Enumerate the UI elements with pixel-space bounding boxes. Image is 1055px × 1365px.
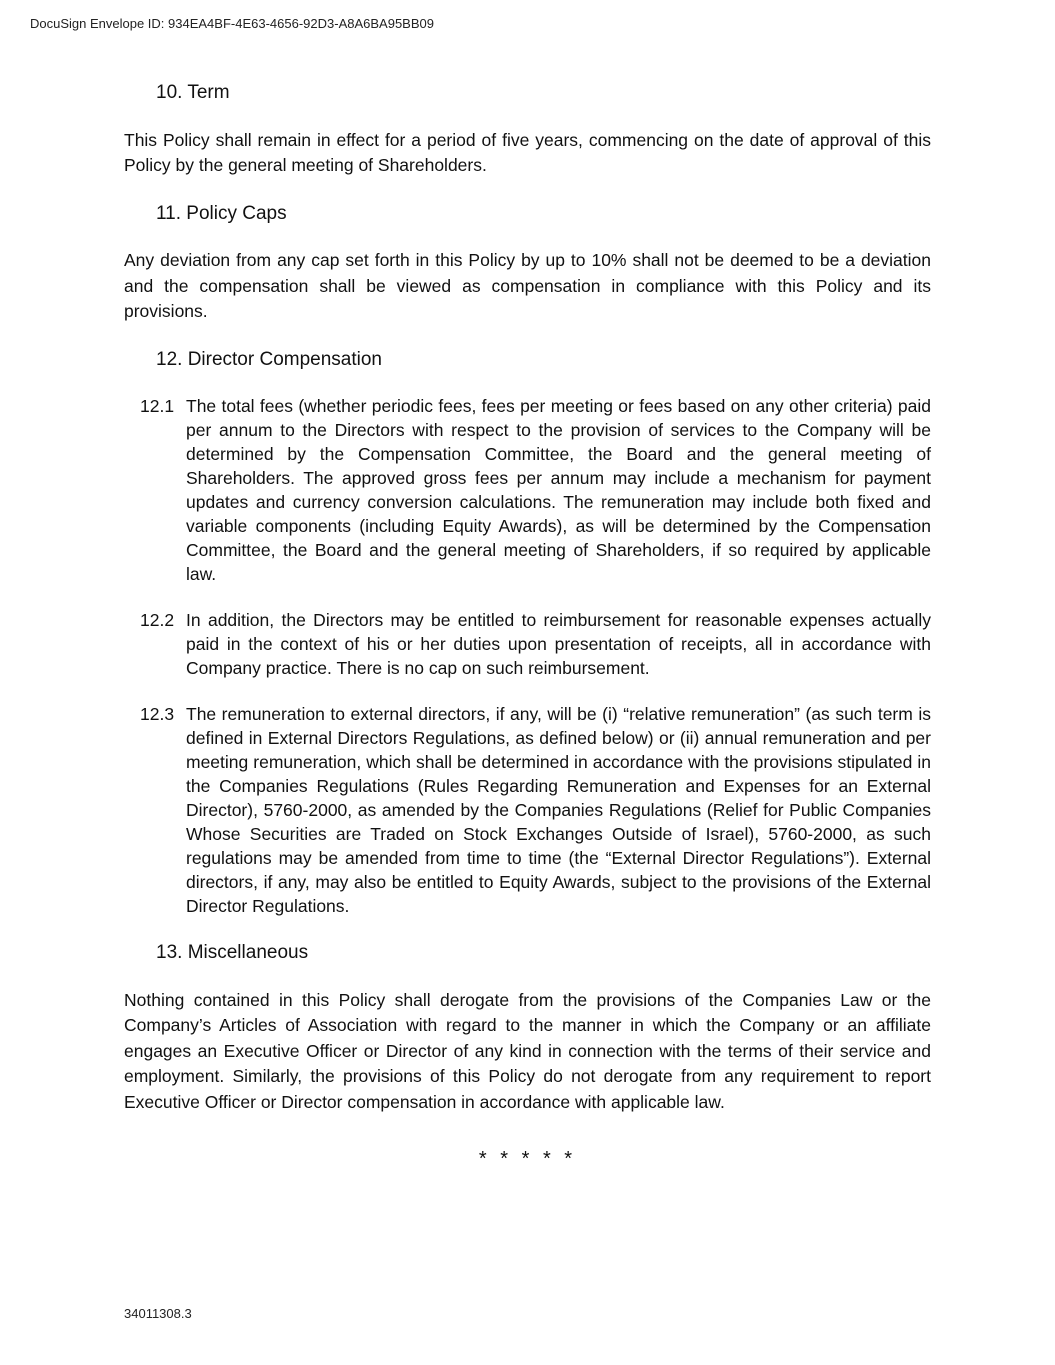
docusign-envelope-id: DocuSign Envelope ID: 934EA4BF-4E63-4656-92D3-A8A6BA95BB09 (30, 16, 434, 31)
subsection-number: 12.3 (140, 704, 175, 724)
section-body-policy-caps: Any deviation from any cap set forth in this Policy by up to 10% shall not be deemed to be a deviation and the compensation shall be viewed as compensation in compliance with this Policy and its provisions. (124, 250, 931, 321)
subsection-number: 12.1 (140, 396, 175, 416)
section-heading-miscellaneous: 13. Miscellaneous (156, 942, 309, 963)
document-number: 34011308.3 (124, 1306, 192, 1321)
section-heading-director-compensation: 12. Director Compensation (156, 348, 382, 370)
section-body-miscellaneous: Nothing contained in this Policy shall derogate from the provisions of the Companies Law or the Company’s Articles of Association with regard to the manner in which the Company or an affiliate engages an Executive Officer or Director of any kind in connection with the terms of their service and employment. Similarly, the provisions of this Policy do not derogate from any requirement to report Executive Officer or Director compensation in accordance with applicable law. (124, 989, 931, 1112)
subsection-text: The remuneration to external directors, if any, will be (i) “relative remuneration” (as such term is defined in External Directors Regulations, as defined below) or (ii) annual remuneration and per meeting remuneration, which shall be determined in accordance with the provisions stipulated in the Companies Regulations (Rules Regarding Remuneration and Expenses for an External Director), 5760-2000, as amended by the Companies Regulations (Relief for Public Companies Whose Securities are Traded on Stock Exchanges Outside of Israel), 5760-2000, as such regulations may be amended from time to time (the “External Director Regulations”). External directors, if any, may also be entitled to Equity Awards, subject to the provisions of the External Director Regulations. (186, 704, 931, 916)
end-of-document-mark: * * * * * (478, 1148, 577, 1170)
subsection-12-3 (124, 702, 931, 918)
subsection-text: The total fees (whether periodic fees, fees per meeting or fees based on any other criteria) paid per annum to the Directors with respect to the provision of services to the Company will be determined by the Compensation Committee, the Board and the general meeting of Shareholders. The approved gross fees per annum may include a mechanism for payment updates and currency conversion calculations. The remuneration may include both fixed and variable components (including Equity Awards), as will be determined by the Compensation Committee, the Board and the general meeting of Shareholders, if so required by applicable law. (186, 396, 931, 584)
subsection-number: 12.2 (140, 610, 175, 630)
section-heading-policy-caps: 11. Policy Caps (156, 202, 287, 224)
document-body (124, 80, 931, 1137)
section-heading-term: 10. Term (156, 82, 230, 103)
subsection-12-2 (124, 608, 931, 680)
subsection-text: In addition, the Directors may be entitled to reimbursement for reasonable expenses actually paid in the context of his or her duties upon presentation of receipts, all in accordance with Company practice. There is no cap on such reimbursement. (186, 610, 931, 678)
section-body-term: This Policy shall remain in effect for a period of five years, commencing on the date of approval of this Policy by the general meeting of Shareholders. (124, 129, 931, 175)
subsection-12-1 (124, 394, 931, 586)
